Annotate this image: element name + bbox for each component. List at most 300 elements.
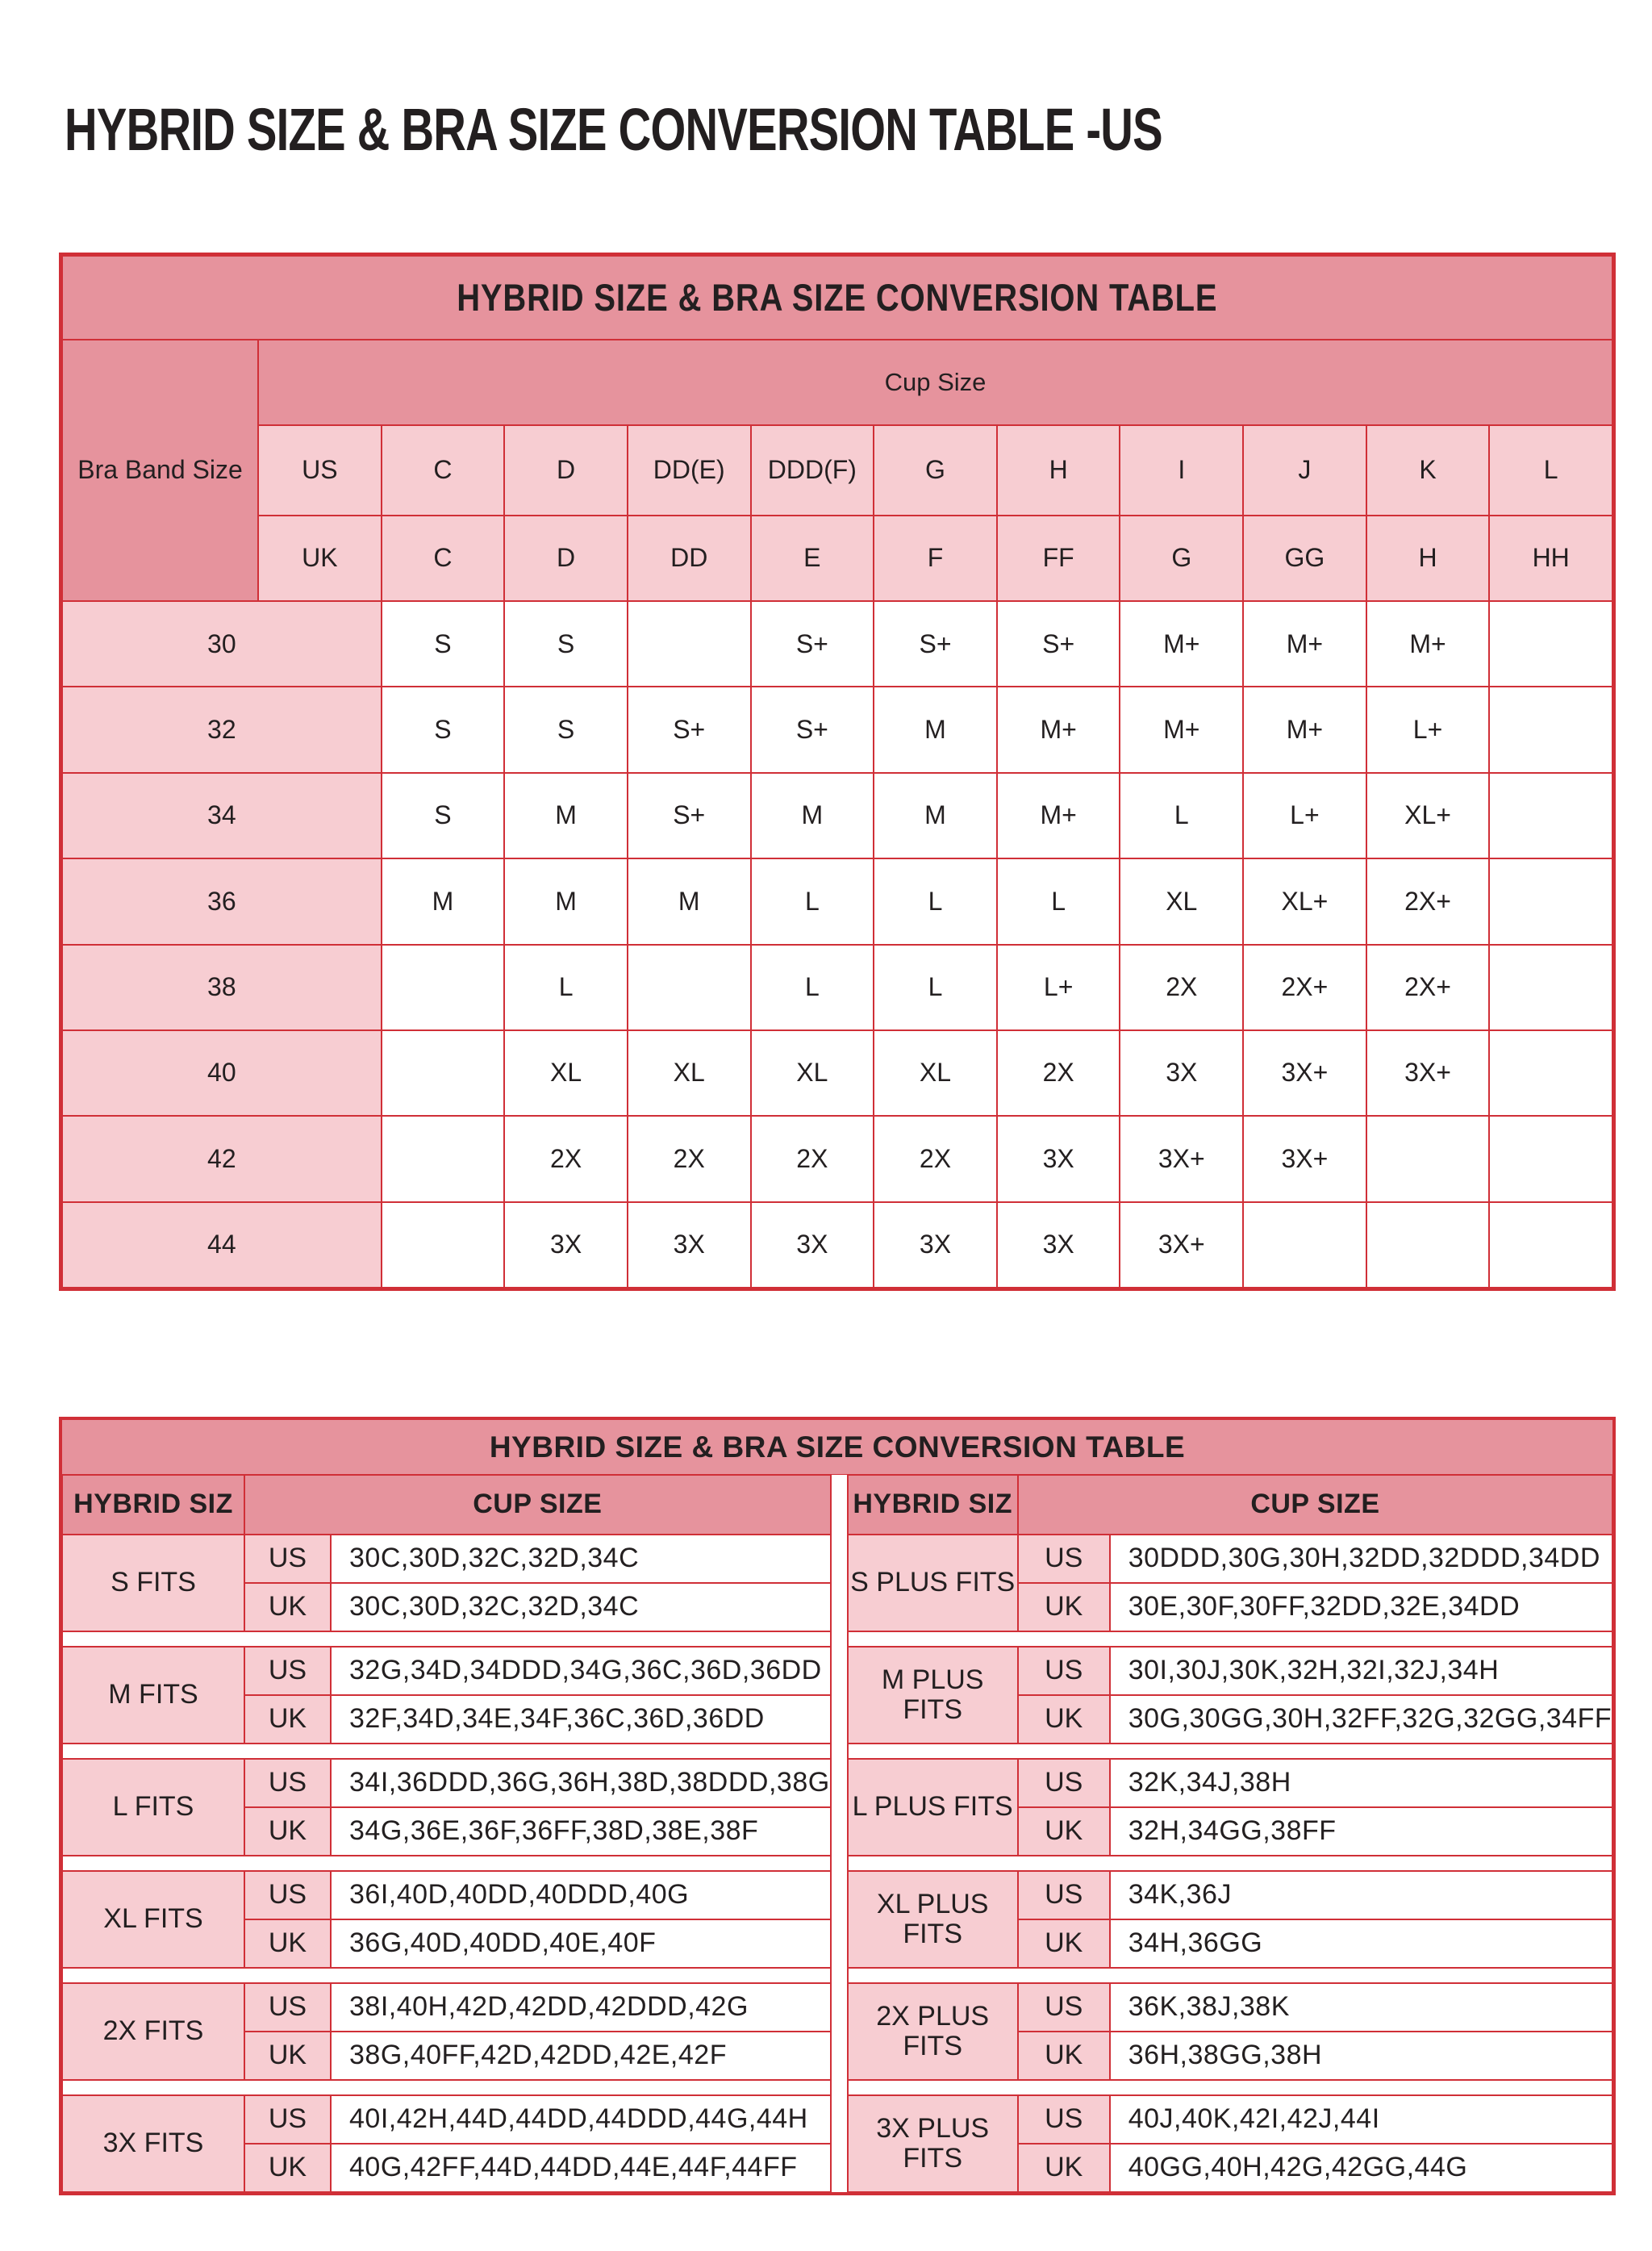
cup-size-us-col-header-label: G [925, 455, 945, 485]
cup-size-us-col-header-label: H [1049, 455, 1068, 485]
fit-row-label [62, 1871, 244, 1968]
cup-size-uk-col-header-label: C [433, 543, 453, 573]
cup-size-uk-col-header-label: E [803, 543, 821, 573]
band-cup-value-cell [1243, 601, 1366, 687]
band-size-row-label [62, 687, 382, 772]
us-row-label [244, 1535, 331, 1583]
band-cup-value-cell [382, 945, 505, 1030]
uk-cup-values [331, 2144, 831, 2192]
band-cup-value-cell-label: 3X [1042, 1143, 1074, 1173]
band-cup-value-cell-label: M+ [1040, 714, 1077, 744]
uk-row-label [244, 1807, 331, 1856]
band-cup-value-cell-label: L+ [1043, 972, 1074, 1002]
band-cup-value-cell-label: S [434, 714, 452, 744]
band-cup-value-cell-label: 3X+ [1281, 1058, 1329, 1088]
uk-cup-values [1110, 1807, 1612, 1856]
band-cup-value-cell [874, 1030, 997, 1116]
cup-size-us-col-header-label: C [433, 455, 453, 485]
cup-size-uk-col-header-label: DD [670, 543, 708, 573]
block-spacer-row [62, 1968, 831, 1983]
band-cup-value-cell [504, 1116, 628, 1201]
cup-size-us-col-header-label: K [1419, 455, 1437, 485]
band-cup-value-cell-label: 2X+ [1404, 886, 1451, 916]
uk-cup-values [1110, 2144, 1612, 2192]
uk-cup-values [331, 1807, 831, 1856]
band-cup-value-cell-label: S+ [673, 714, 706, 744]
uk-cup-values-label: 40G,42FF,44D,44DD,44E,44F,44FF [349, 2152, 798, 2183]
block-spacer-row [62, 1856, 831, 1871]
band-cup-value-cell-label: S+ [795, 629, 828, 658]
cup-size-uk-col-header-label: GG [1284, 543, 1325, 573]
band-cup-value-cell-label: 2X [919, 1143, 952, 1173]
band-cup-value-cell [874, 773, 997, 858]
band-cup-value-cell [997, 1116, 1120, 1201]
band-size-row-label-label: 38 [207, 972, 236, 1002]
cup-size-us-col-header-label: L [1543, 455, 1558, 485]
us-cup-values-label: 32G,34D,34DDD,34G,36C,36D,36DD [349, 1655, 822, 1686]
us-cup-values-label: 30I,30J,30K,32H,32I,32J,34H [1128, 1655, 1500, 1686]
us-row-label [1018, 1535, 1110, 1583]
band-cup-value-cell-label: L [804, 886, 820, 916]
block-spacer-row [848, 1968, 1612, 1983]
band-size-row-label [62, 1030, 382, 1116]
hybrid-size-column-header [62, 1475, 244, 1535]
uk-row-label-label: UK [268, 1815, 307, 1847]
band-cup-value-cell [628, 601, 751, 687]
us-cup-values-label: 40I,42H,44D,44DD,44DDD,44G,44H [349, 2103, 808, 2135]
band-cup-value-cell-label: M [678, 886, 700, 916]
us-cup-values [1110, 1759, 1612, 1807]
band-cup-value-cell [1489, 1202, 1612, 1288]
band-cup-value-cell [1243, 687, 1366, 772]
uk-cup-values [331, 2032, 831, 2080]
band-cup-value-cell-label: M+ [1409, 629, 1446, 658]
band-cup-value-cell [1120, 601, 1243, 687]
uk-cup-values-label: 40GG,40H,42G,42GG,44G [1128, 2152, 1468, 2183]
us-row-label-label: US [1045, 1879, 1083, 1911]
fit-row-label [848, 1759, 1018, 1856]
block-spacer-row [848, 2080, 1612, 2095]
band-cup-value-cell-label: L [928, 886, 943, 916]
band-cup-value-cell [504, 601, 628, 687]
us-cup-values-label: 32K,34J,38H [1128, 1767, 1291, 1798]
block-spacer-row [62, 2080, 831, 2095]
us-cup-values [331, 1983, 831, 2032]
band-cup-value-cell-label: L [558, 972, 574, 1002]
band-cup-value-cell-label: M+ [1163, 714, 1200, 744]
band-cup-value-cell [1489, 687, 1612, 772]
us-row-label [1018, 1759, 1110, 1807]
block-spacer-row [62, 1631, 831, 1647]
band-size-row-label-label: 40 [207, 1058, 236, 1088]
band-cup-value-cell [1120, 1116, 1243, 1201]
band-cup-value-cell-label: M [555, 886, 577, 916]
us-row-label-label: US [268, 1655, 307, 1686]
us-cup-values-label: 34K,36J [1128, 1879, 1232, 1911]
cup-size-column-header-label: CUP SIZE [1250, 1489, 1380, 1520]
uk-row-label-label: UK [1045, 2040, 1083, 2071]
band-cup-value-cell [1489, 1116, 1612, 1201]
cup-size-uk-col-header-label: D [557, 543, 576, 573]
us-row-label [244, 1983, 331, 2032]
band-cup-value-cell-label: 2X+ [1404, 972, 1451, 1002]
band-cup-value-cell-label: L [928, 972, 943, 1002]
panel-divider [831, 1475, 848, 2192]
cup-size-header [258, 340, 1612, 425]
band-size-row-label [62, 601, 382, 687]
band-cup-value-cell-label: L+ [1290, 800, 1320, 830]
us-row-label-label: US [268, 1767, 307, 1798]
cup-size-uk-col-header-label: FF [1042, 543, 1074, 573]
uk-row-label-label: UK [268, 2152, 307, 2183]
band-cup-value-cell [1243, 858, 1366, 944]
uk-row-label [1018, 1807, 1110, 1856]
band-cup-value-cell-label: S [434, 629, 452, 658]
us-row-label [244, 1759, 331, 1807]
uk-cup-values [331, 1583, 831, 1631]
band-cup-value-cell-label: 3X [673, 1230, 705, 1259]
band-cup-value-cell-label: XL+ [1281, 886, 1329, 916]
uk-row-label [1018, 2144, 1110, 2192]
band-cup-value-cell-label: 3X+ [1158, 1230, 1205, 1259]
cup-size-uk-col-header [1489, 516, 1612, 601]
uk-row-label-label: UK [1045, 1591, 1083, 1622]
us-row-label-label: US [268, 1879, 307, 1911]
band-cup-value-cell [382, 1202, 505, 1288]
uk-cup-values-label: 36H,38GG,38H [1128, 2040, 1323, 2071]
band-cup-value-cell [1243, 1202, 1366, 1288]
us-cup-values-label: 34I,36DDD,36G,36H,38D,38DDD,38G [349, 1767, 830, 1798]
cup-size-us-col-header [997, 425, 1120, 516]
band-cup-value-cell-label: L [1051, 886, 1066, 916]
uk-cup-values-label: 36G,40D,40DD,40E,40F [349, 1927, 657, 1959]
fit-row-label-label: M FITS [108, 1679, 198, 1710]
band-cup-value-cell-label: S+ [673, 800, 706, 830]
band-size-row-label-label: 36 [207, 886, 236, 916]
band-cup-table-title-label: HYBRID SIZE & BRA SIZE CONVERSION TABLE [457, 276, 1218, 319]
fit-row-label [62, 1535, 244, 1631]
cup-size-us-col-header-label: D [557, 455, 576, 485]
band-cup-value-cell-label: M [801, 800, 824, 830]
page-title: HYBRID SIZE & BRA SIZE CONVERSION TABLE -US [65, 96, 1162, 163]
band-cup-value-cell [1489, 601, 1612, 687]
band-size-row-label [62, 945, 382, 1030]
cup-size-column-header [244, 1475, 831, 1535]
us-row-label [1018, 1647, 1110, 1695]
band-cup-value-cell-label: M+ [1163, 629, 1200, 658]
us-cup-values [331, 1535, 831, 1583]
us-cup-values-label: 30DDD,30G,30H,32DD,32DDD,34DD [1128, 1543, 1600, 1574]
us-row-label [244, 1647, 331, 1695]
us-cup-values [1110, 1647, 1612, 1695]
band-cup-value-cell [1243, 945, 1366, 1030]
band-cup-value-cell-label: S [557, 629, 575, 658]
band-cup-value-cell [1120, 945, 1243, 1030]
band-cup-value-cell-label: 3X+ [1404, 1058, 1451, 1088]
cup-size-us-col-header-label: I [1178, 455, 1186, 485]
band-size-header [62, 340, 258, 601]
band-cup-value-cell-label: 3X [1166, 1058, 1198, 1088]
cup-size-uk-col-header [504, 516, 628, 601]
band-cup-value-cell-label: 3X [550, 1230, 582, 1259]
band-cup-value-cell-label: 2X+ [1281, 972, 1329, 1002]
uk-cup-values [1110, 1583, 1612, 1631]
band-size-row-label-label: 34 [207, 800, 236, 830]
band-cup-value-cell [1243, 773, 1366, 858]
fit-row-label-label: S FITS [111, 1567, 196, 1598]
fit-row-label [62, 1983, 244, 2080]
band-cup-value-cell-label: 2X [550, 1143, 582, 1173]
fits-panel-plus [848, 1475, 1612, 2192]
band-cup-table-title [62, 256, 1612, 340]
band-size-header-label: Bra Band Size [77, 455, 243, 485]
fits-panel-regular [62, 1475, 831, 2192]
us-row-label [244, 2095, 331, 2144]
cup-size-us-col-header [258, 425, 382, 516]
band-cup-value-cell-label: M [432, 886, 454, 916]
band-size-row-label-label: 42 [207, 1143, 236, 1173]
uk-row-label [244, 2032, 331, 2080]
us-cup-values-label: 30C,30D,32C,32D,34C [349, 1543, 640, 1574]
band-cup-value-cell [504, 1202, 628, 1288]
band-size-row-label-label: 44 [207, 1230, 236, 1259]
band-cup-value-cell [751, 601, 874, 687]
band-cup-value-cell-label: M+ [1286, 629, 1324, 658]
block-spacer-row [848, 1631, 1612, 1647]
band-cup-value-cell [628, 1202, 751, 1288]
us-cup-values [331, 1759, 831, 1807]
uk-cup-values-label: 34G,36E,36F,36FF,38D,38E,38F [349, 1815, 759, 1847]
cup-size-header-label: Cup Size [884, 367, 987, 396]
band-cup-value-cell-label: M [555, 800, 577, 830]
uk-cup-values [1110, 1695, 1612, 1744]
band-cup-value-cell [751, 1116, 874, 1201]
band-cup-value-cell [504, 773, 628, 858]
cup-size-uk-col-header-label: UK [302, 543, 338, 573]
band-cup-value-cell-label: M [924, 714, 946, 744]
band-cup-value-cell-label: XL [550, 1058, 582, 1088]
band-cup-value-cell [1366, 1202, 1490, 1288]
uk-cup-values [1110, 1919, 1612, 1968]
cup-size-uk-col-header [628, 516, 751, 601]
band-cup-value-cell-label: 3X+ [1281, 1143, 1329, 1173]
band-cup-value-cell-label: 2X [1166, 972, 1198, 1002]
cup-size-column-header-label: CUP SIZE [473, 1489, 603, 1520]
band-cup-value-cell [1489, 1030, 1612, 1116]
cup-size-us-col-header [382, 425, 505, 516]
band-cup-value-cell [751, 858, 874, 944]
band-cup-value-cell [504, 858, 628, 944]
fit-row-label-label: XL PLUS FITS [876, 1888, 989, 1949]
band-cup-value-cell [751, 945, 874, 1030]
band-size-row-label-label: 30 [207, 629, 236, 658]
band-cup-value-cell [1366, 858, 1490, 944]
uk-cup-values [1110, 2032, 1612, 2080]
band-size-row-label [62, 773, 382, 858]
band-cup-value-cell-label: 2X [1042, 1058, 1074, 1088]
band-cup-value-cell [751, 773, 874, 858]
band-cup-value-cell [1243, 1030, 1366, 1116]
uk-row-label-label: UK [1045, 1927, 1083, 1959]
band-cup-value-cell [382, 858, 505, 944]
uk-cup-values-label: 30G,30GG,30H,32FF,32G,32GG,34FF [1128, 1703, 1612, 1735]
us-row-label-label: US [1045, 1655, 1083, 1686]
band-cup-value-cell-label: S+ [919, 629, 952, 658]
band-cup-value-cell [504, 945, 628, 1030]
block-spacer-row [848, 1744, 1612, 1759]
uk-row-label-label: UK [268, 1927, 307, 1959]
us-cup-values-label: 40J,40K,42I,42J,44I [1128, 2103, 1380, 2135]
band-cup-value-cell-label: XL [673, 1058, 705, 1088]
band-cup-value-cell [1120, 1202, 1243, 1288]
band-cup-value-cell [628, 1030, 751, 1116]
uk-row-label [1018, 1919, 1110, 1968]
band-cup-value-cell [997, 1030, 1120, 1116]
fit-row-label [62, 1759, 244, 1856]
band-cup-value-cell [382, 687, 505, 772]
fit-row-label-label: 3X FITS [102, 2128, 204, 2159]
uk-row-label [244, 2144, 331, 2192]
band-cup-value-cell [1366, 1030, 1490, 1116]
band-size-row-label [62, 1116, 382, 1201]
uk-row-label-label: UK [268, 2040, 307, 2071]
band-cup-value-cell [1366, 773, 1490, 858]
band-cup-value-cell [382, 601, 505, 687]
cup-size-uk-col-header [1120, 516, 1243, 601]
uk-row-label-label: UK [1045, 1815, 1083, 1847]
band-cup-value-cell-label: L+ [1412, 714, 1443, 744]
uk-row-label [1018, 1583, 1110, 1631]
cup-size-us-col-header-label: US [302, 455, 338, 485]
hybrid-size-column-header-label: HYBRID SIZ [853, 1489, 1013, 1520]
fit-row-label [848, 1983, 1018, 2080]
fit-row-label [62, 2095, 244, 2192]
cup-size-uk-col-header [997, 516, 1120, 601]
cup-size-uk-col-header-label: F [927, 543, 944, 573]
cup-size-us-col-header [504, 425, 628, 516]
band-cup-value-cell-label: L [1174, 800, 1189, 830]
fit-row-label [848, 1871, 1018, 1968]
uk-row-label-label: UK [1045, 2152, 1083, 2183]
us-row-label-label: US [1045, 1543, 1083, 1574]
cup-size-us-col-header [751, 425, 874, 516]
us-cup-values [1110, 2095, 1612, 2144]
us-cup-values [1110, 1983, 1612, 2032]
cup-size-us-col-header [1489, 425, 1612, 516]
fit-row-label-label: S PLUS FITS [850, 1567, 1016, 1598]
fit-row-label-label: 2X FITS [102, 2015, 204, 2047]
uk-cup-values [331, 1919, 831, 1968]
band-cup-value-cell [751, 687, 874, 772]
band-cup-value-cell [874, 687, 997, 772]
band-cup-value-cell-label: M+ [1040, 800, 1077, 830]
cup-size-uk-col-header-label: HH [1532, 543, 1570, 573]
fit-row-label [848, 1535, 1018, 1631]
cup-size-uk-col-header [874, 516, 997, 601]
us-row-label-label: US [1045, 1991, 1083, 2023]
band-cup-value-cell [1243, 1116, 1366, 1201]
block-spacer-row [848, 1856, 1612, 1871]
band-cup-value-cell [874, 945, 997, 1030]
band-cup-value-cell [504, 1030, 628, 1116]
band-cup-value-cell [628, 687, 751, 772]
band-cup-value-cell [874, 601, 997, 687]
band-cup-value-cell [1489, 773, 1612, 858]
band-cup-value-cell [628, 945, 751, 1030]
cup-size-us-col-header [874, 425, 997, 516]
band-cup-value-cell-label: M+ [1286, 714, 1324, 744]
uk-cup-values-label: 34H,36GG [1128, 1927, 1263, 1959]
us-cup-values [331, 1647, 831, 1695]
band-cup-value-cell-label: XL [1166, 886, 1198, 916]
band-cup-value-cell-label: XL [919, 1058, 952, 1088]
us-row-label-label: US [268, 1543, 307, 1574]
band-cup-value-cell-label: 2X [796, 1143, 828, 1173]
band-cup-value-cell [1366, 601, 1490, 687]
band-cup-value-cell [874, 1116, 997, 1201]
us-cup-values [1110, 1535, 1612, 1583]
band-cup-value-cell-label: XL [796, 1058, 828, 1088]
fit-row-label-label: M PLUS FITS [881, 1664, 984, 1725]
uk-row-label [1018, 2032, 1110, 2080]
uk-cup-values-label: 32H,34GG,38FF [1128, 1815, 1337, 1847]
cup-size-us-col-header [1366, 425, 1490, 516]
band-cup-value-cell-label: 3X+ [1158, 1143, 1205, 1173]
band-cup-value-cell [874, 858, 997, 944]
us-cup-values-label: 36K,38J,38K [1128, 1991, 1290, 2023]
us-cup-values [331, 2095, 831, 2144]
band-cup-value-cell [997, 687, 1120, 772]
us-row-label-label: US [1045, 1767, 1083, 1798]
cup-size-uk-col-header [751, 516, 874, 601]
cup-size-column-header [1018, 1475, 1612, 1535]
band-cup-value-cell [1489, 945, 1612, 1030]
band-cup-value-cell [504, 687, 628, 772]
cup-size-uk-col-header [1366, 516, 1490, 601]
cup-size-uk-col-header-label: H [1418, 543, 1437, 573]
uk-row-label [244, 1583, 331, 1631]
band-cup-value-cell [751, 1030, 874, 1116]
fit-row-label [62, 1647, 244, 1744]
uk-row-label [1018, 1695, 1110, 1744]
cup-size-uk-col-header [1243, 516, 1366, 601]
band-cup-value-cell-label: 3X [1042, 1230, 1074, 1259]
us-cup-values [1110, 1871, 1612, 1919]
band-cup-value-cell [1120, 1030, 1243, 1116]
band-cup-value-cell [382, 1116, 505, 1201]
band-cup-value-cell [382, 1030, 505, 1116]
cup-size-us-col-header [1243, 425, 1366, 516]
band-cup-value-cell [997, 858, 1120, 944]
band-cup-value-cell [1366, 945, 1490, 1030]
uk-cup-values-label: 30C,30D,32C,32D,34C [349, 1591, 640, 1622]
cup-size-uk-col-header [382, 516, 505, 601]
us-cup-values [331, 1871, 831, 1919]
band-cup-value-cell-label: 3X [919, 1230, 952, 1259]
band-size-row-label-label: 32 [207, 714, 236, 744]
us-cup-values-label: 36I,40D,40DD,40DDD,40G [349, 1879, 690, 1911]
band-cup-value-cell [382, 773, 505, 858]
band-cup-value-cell [1489, 858, 1612, 944]
band-cup-value-cell-label: S+ [795, 714, 828, 744]
uk-cup-values-label: 30E,30F,30FF,32DD,32E,34DD [1128, 1591, 1521, 1622]
band-cup-value-cell [874, 1202, 997, 1288]
uk-cup-values [331, 1695, 831, 1744]
band-cup-value-cell [1366, 687, 1490, 772]
hybrid-fits-table-body [62, 1475, 1612, 2192]
band-cup-value-cell-label: XL+ [1404, 800, 1451, 830]
band-cup-value-cell [1120, 687, 1243, 772]
